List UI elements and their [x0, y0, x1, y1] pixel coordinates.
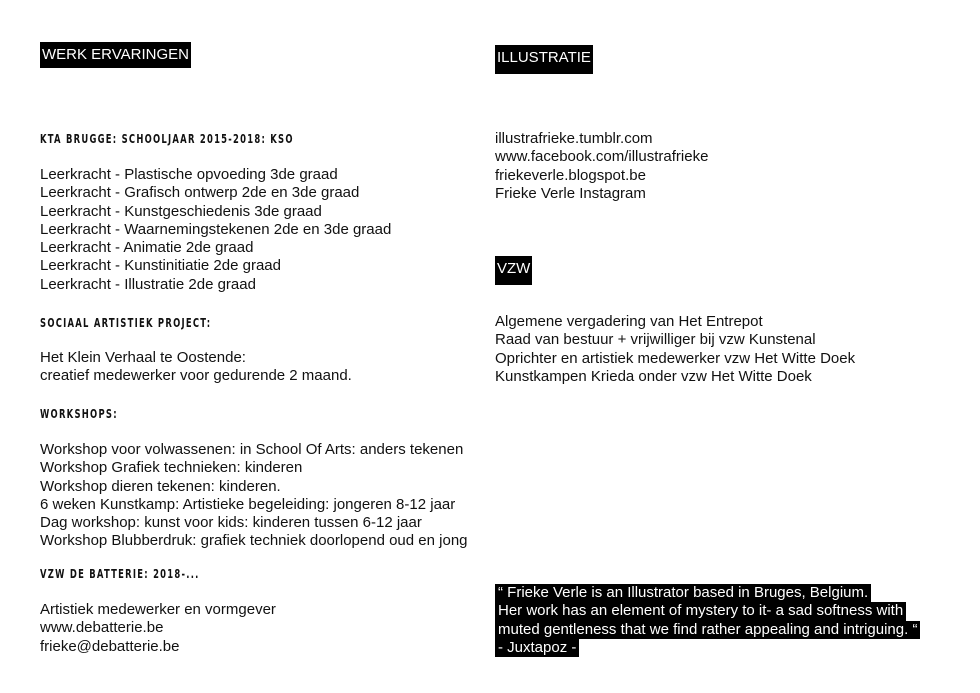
quote-line: Her work has an element of mystery to it- a sad softness with — [495, 602, 906, 620]
list-item: Leerkracht - Grafisch ontwerp 2de en 3de graad — [40, 184, 360, 202]
social-list — [40, 349, 352, 386]
list-item: Frieke Verle Instagram — [495, 184, 646, 202]
work-experience-label: WERK ERVARINGEN — [40, 42, 191, 68]
quote-line: muted gentleness that we find rather appealing and intriguing. “ — [495, 621, 920, 639]
list-item: frieke@debatterie.be — [40, 637, 180, 655]
list-item: Raad van bestuur + vrijwilliger bij vzw Kunstenal — [495, 331, 816, 349]
batterie-list — [40, 601, 276, 656]
juxtapoz-quote — [495, 584, 920, 657]
list-item: 6 weken Kunstkamp: Artistieke begeleiding: jongeren 8-12 jaar — [40, 495, 456, 513]
list-item: Leerkracht - Animatie 2de graad — [40, 239, 254, 257]
list-item: Workshop voor volwassenen: in School Of Arts: anders tekenen — [40, 441, 464, 458]
quote-line: “ Frieke Verle is an Illustrator based in Bruges, Belgium. — [495, 584, 871, 602]
list-item: Dag workshop: kunst voor kids: kinderen tussen 6-12 jaar — [40, 514, 422, 532]
list-item: Workshop dieren tekenen: kinderen. — [40, 477, 281, 495]
list-item: Leerkracht - Illustratie 2de graad — [40, 275, 256, 293]
list-item: creatief medewerker voor gedurende 2 maand. — [40, 367, 352, 385]
quote-attribution: - Juxtapoz - — [495, 639, 579, 657]
list-item: Oprichter en artistiek medewerker vzw Het Witte Doek — [495, 349, 856, 367]
section-heading-kta: KTA BRUGGE: SCHOOLJAAR 2015-2018: KSO — [40, 132, 294, 146]
illustratie-label: ILLUSTRATIE — [495, 45, 593, 74]
list-item: friekeverle.blogspot.be — [495, 166, 646, 184]
list-item: Leerkracht - Kunstgeschiedenis 3de graad — [40, 202, 322, 220]
list-item: www.facebook.com/illustrafrieke — [495, 148, 709, 166]
vzw-label: VZW — [495, 256, 532, 285]
list-item: Artistiek medewerker en vormgever — [40, 601, 276, 618]
list-item: Het Klein Verhaal te Oostende: — [40, 349, 246, 366]
list-item: illustrafrieke.tumblr.com — [495, 130, 653, 147]
list-item: Leerkracht - Kunstinitiatie 2de graad — [40, 257, 281, 275]
section-heading-batterie: VZW DE BATTERIE: 2018-... — [40, 567, 200, 581]
list-item: Algemene vergadering van Het Entrepot — [495, 313, 763, 330]
section-heading-workshops: WORKSHOPS: — [40, 407, 118, 421]
list-item: Leerkracht - Plastische opvoeding 3de graad — [40, 166, 338, 183]
kta-list — [40, 166, 391, 294]
workshops-list — [40, 441, 468, 551]
list-item: Leerkracht - Waarnemingstekenen 2de en 3de graad — [40, 220, 392, 238]
list-item: Kunstkampen Krieda onder vzw Het Witte Doek — [495, 367, 812, 385]
list-item: Workshop Grafiek technieken: kinderen — [40, 459, 303, 477]
illustratie-links — [495, 130, 708, 203]
list-item: Workshop Blubberdruk: grafiek techniek doorlopend oud en jong — [40, 532, 468, 550]
section-heading-social: SOCIAAL ARTISTIEK PROJECT: — [40, 316, 212, 330]
vzw-list — [495, 313, 855, 386]
list-item: www.debatterie.be — [40, 619, 164, 637]
